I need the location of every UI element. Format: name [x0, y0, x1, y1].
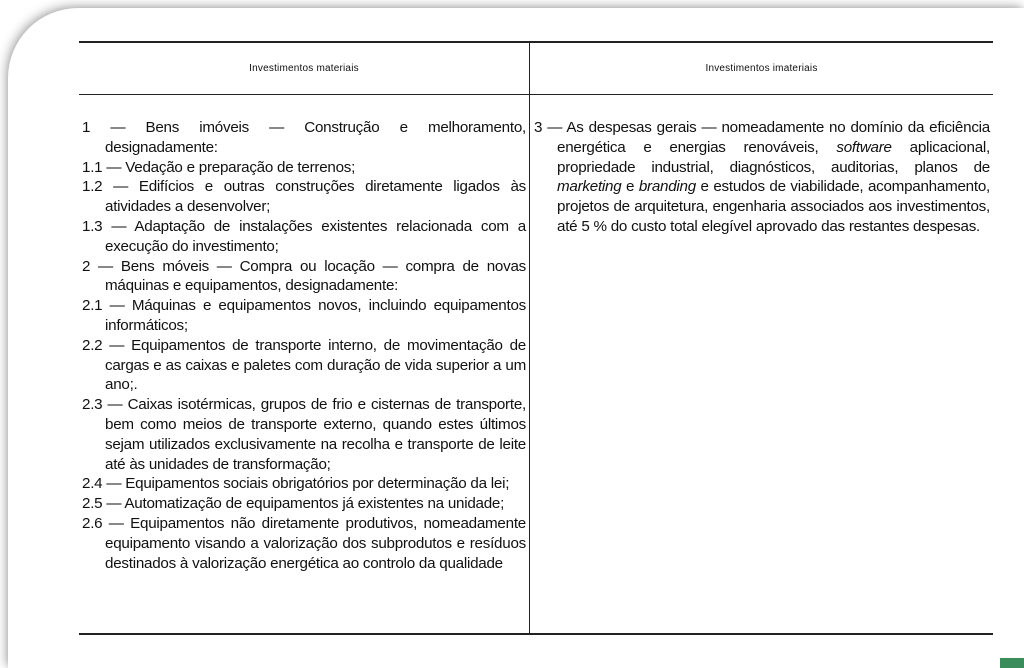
item-3-branding: branding [638, 178, 696, 196]
investments-table [79, 41, 993, 635]
column-divider [529, 43, 530, 633]
item-3-text-c: e [621, 178, 639, 196]
item-3-text-d: e estudos de viabilidade, acompanhamento, projetos de arquitetura, engenharia associados aos investimentos, até 5 % do custo total elegível aprovado das restantes despesas. [557, 178, 990, 235]
item-2-5: 2.5 — Automatização de equipamentos já existentes na unidade; [82, 495, 505, 513]
corner-accent [1000, 658, 1024, 668]
item-1-1: 1.1 — Vedação e preparação de terrenos; [82, 158, 356, 176]
table-header-row [79, 43, 993, 95]
immaterial-investments-cell [534, 118, 990, 237]
header-material-investments: Investimentos materiais [249, 63, 359, 74]
item-3-marketing: marketing [557, 178, 622, 196]
item-2: 2 — Bens móveis — Compra ou locação — compra de novas máquinas e equipamentos, designadamente: [82, 257, 526, 295]
item-2-1: 2.1 — Máquinas e equipamentos novos, incluindo equipamentos informáticos; [82, 297, 526, 334]
material-investments-cell [82, 118, 526, 573]
item-2-2: 2.2 — Equipamentos de transporte interno, de movimentação de cargas e as caixas e paletes com duração de vida superior a um ano;. [82, 336, 526, 394]
item-1-2: 1.2 — Edifícios e outras construções diretamente ligados às atividades a desenvolver; [82, 178, 526, 216]
item-2-3: 2.3 — Caixas isotérmicas, grupos de frio e cisternas de transporte, bem como meios de transporte externo, quando estes últimos sejam utilizados exclusivamente na recolha e transporte de leite até às unidades de transformação; [82, 396, 526, 473]
header-immaterial-investments: Investimentos imateriais [705, 63, 818, 74]
item-2-6: 2.6 — Equipamentos não diretamente produtivos, nomeadamente equipamento visando a valorização dos subprodutos e resíduos destinados à valorização energética ao controlo da qualidade [82, 514, 526, 572]
item-1: 1 — Bens imóveis — Construção e melhoramento, designadamente: [82, 119, 526, 156]
item-3-text-a: 3 — As despesas gerais — nomeadamente no domínio da eficiência energética e energias renováveis, [534, 119, 990, 156]
item-2-4: 2.4 — Equipamentos sociais obrigatórios por determinação da lei; [82, 475, 510, 493]
document-frame [8, 8, 1024, 668]
item-3 [534, 118, 990, 237]
item-1-3: 1.3 — Adaptação de instalações existentes relacionada com a execução do investimento; [82, 217, 526, 255]
item-3-text-b: aplicacional, propriedade industrial, diagnósticos, auditorias, planos de [557, 138, 990, 176]
item-3-software: software [836, 138, 892, 156]
